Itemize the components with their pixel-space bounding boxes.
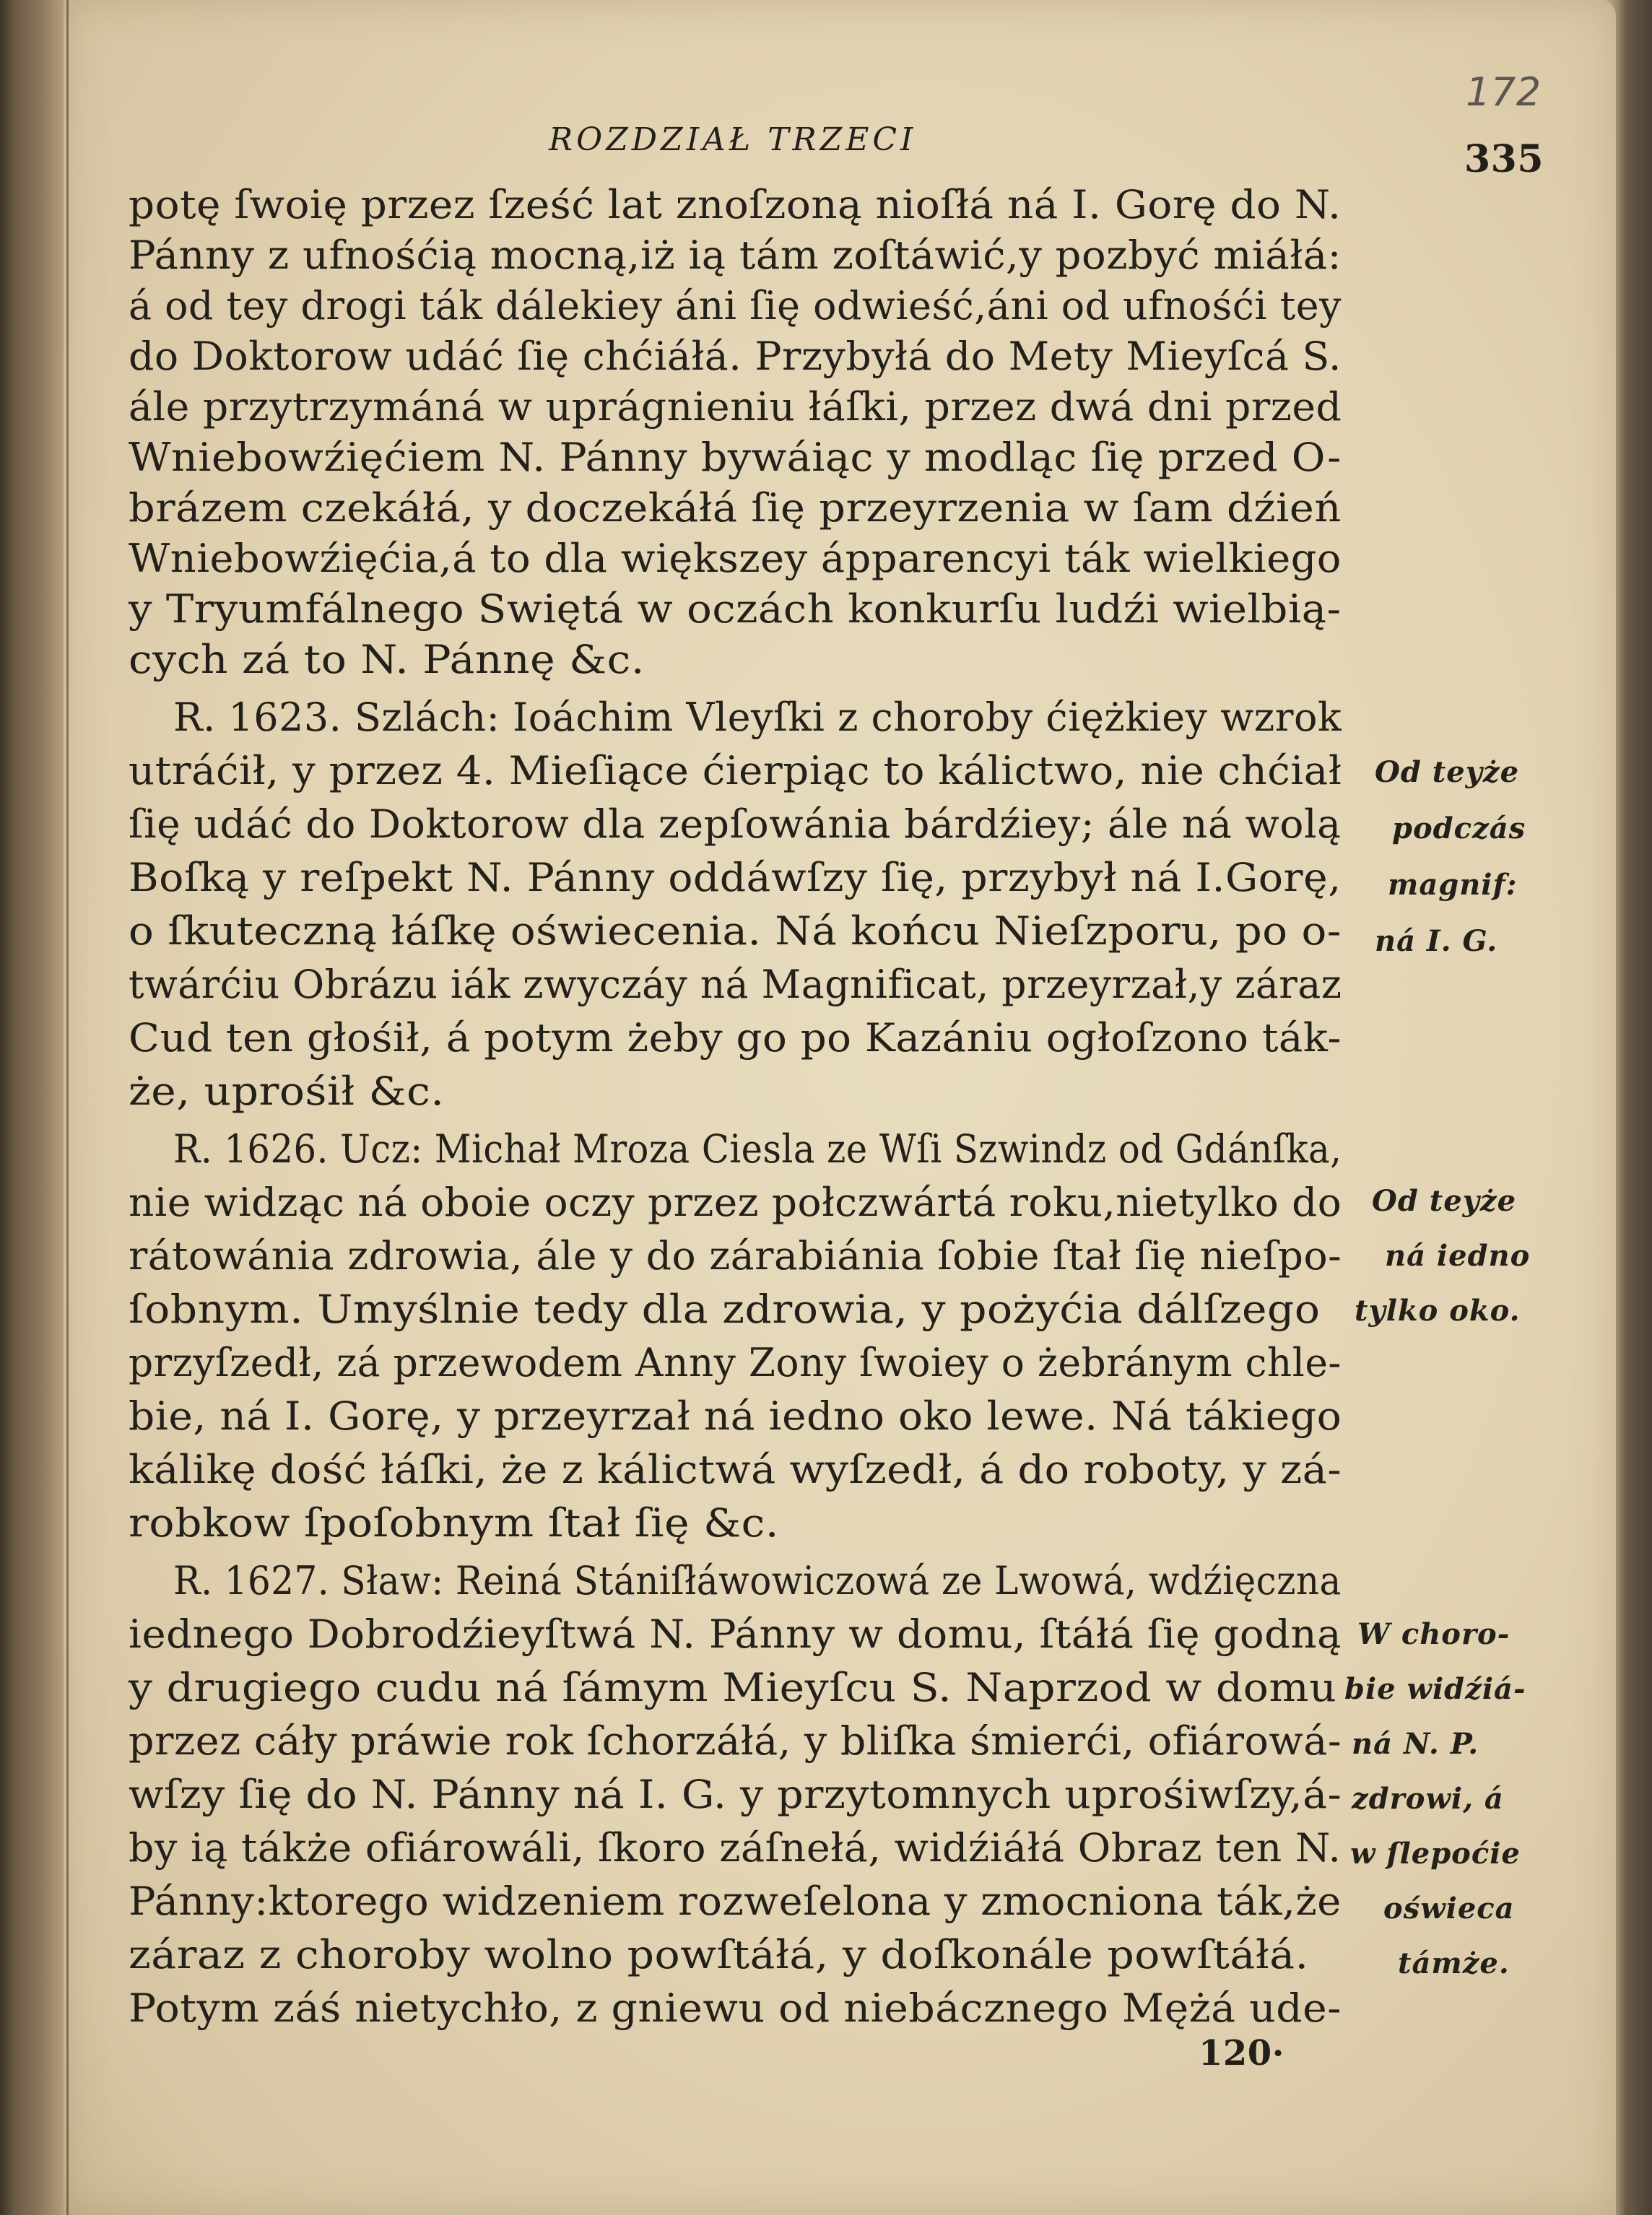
text-line: do Doktorow udáć ſię chćiáłá. Przybyłá do Mety Mieyſcá S. (129, 334, 1342, 379)
page-number: 335 (1464, 137, 1544, 181)
margin-note: w ſlepoćie (1350, 1837, 1521, 1871)
text-line: potę ſwoię przez ſześć lat znoſzoną nioſłá ná I. Gorę do N. (129, 182, 1342, 227)
text-line: twárćiu Obrázu iák zwyczáy ná Magnificat, przeyrzał,y záraz (129, 962, 1342, 1007)
text-line: utráćił, y przez 4. Mieſiące ćierpiąc to kálictwo, nie chćiał (129, 748, 1342, 793)
margin-note: bie widźiá- (1344, 1672, 1526, 1706)
text-line: Pánny:ktorego widzeniem rozweſelona y zmocniona ták,że (129, 1879, 1342, 1924)
text-line: ále przytrzymáná w uprágnieniu łáſki, przez dwá dni przed (129, 384, 1342, 430)
text-line: á od tey drogi ták dálekiey áni ſię odwieść,áni od ufnośći tey (129, 283, 1342, 328)
text-line: o ſkuteczną łáſkę oświecenia. Ná końcu Nieſzporu, po o- (129, 908, 1342, 954)
text-line: záraz z choroby wolno powſtáłá, y doſkonále powſtáłá. (129, 1932, 1309, 1977)
margin-note: tylko oko. (1355, 1294, 1521, 1328)
text-line: przyſzedł, zá przewodem Anny Zony ſwoiey o żebránym chle- (129, 1340, 1342, 1385)
margin-note: oświeca (1383, 1892, 1515, 1925)
text-line: nie widząc ná oboie oczy przez połczwártá roku,nietylko do (129, 1180, 1342, 1225)
text-line: by ią tákże ofiárowáli, ſkoro záſnełá, widźiáłá Obraz ten N. (129, 1825, 1342, 1871)
text-line: Cud ten głośił, á potym żeby go po Kazániu ogłoſzono ták- (129, 1015, 1342, 1061)
text-line: cych zá to N. Pánnę &c. (129, 637, 645, 682)
folio-annotation: 172 (1466, 69, 1542, 115)
text-line: Potym záś nietychło, z gniewu od niebácznego Mężá ude- (129, 1985, 1342, 2031)
text-line: R. 1623. Szlách: Ioáchim Vleyſki z choroby ćiężkiey wzrok (173, 695, 1342, 740)
text-line: ſobnym. Umyślnie tedy dla zdrowia, y pożyćia dálſzego (129, 1287, 1321, 1332)
text-line: robkow ſpoſobnym ſtał ſię &c. (129, 1500, 779, 1546)
margin-note: zdrowi, á (1352, 1782, 1504, 1816)
text-line: y drugiego cudu ná ſámym Mieyſcu S. Naprzod w domu (129, 1665, 1337, 1710)
text-line: Wniebowźięćiem N. Pánny bywáiąc y modląc ſię przed O- (129, 435, 1342, 480)
margin-note: Od teyże (1375, 755, 1520, 789)
text-line: rátowánia zdrowia, ále y do zárabiánia ſobie ſtał ſię nieſpo- (129, 1233, 1342, 1279)
text-line: wſzy ſię do N. Pánny ná I. G. y przytomnych uprośiwſzy,á- (129, 1772, 1342, 1817)
text-line: kálikę dość łáſki, że z kálictwá wyſzedł, á do roboty, y zá- (129, 1447, 1342, 1492)
text-line: iednego Dobrodźieyſtwá N. Pánny w domu, ſtáłá ſię godną (129, 1611, 1342, 1657)
margin-note: W choro- (1357, 1617, 1510, 1651)
text-line: R. 1627. Sław: Reiná Stániſłáwowiczowá ze Lwowá, wdźięczna (173, 1558, 1342, 1603)
text-line: Pánny z ufnośćią mocną,iż ią tám zoſtáwić,y pozbyć miáłá: (129, 232, 1342, 278)
text-line: R. 1626. Ucz: Michał Mroza Ciesla ze Wſi Szwindz od Gdánſka, (173, 1126, 1342, 1172)
margin-note: magnif: (1388, 868, 1518, 902)
text-line: przez cáły práwie rok ſchorzáłá, y bliſka śmierći, ofiárowá- (129, 1718, 1342, 1764)
text-line: Wniebowźięćia,á to dla większey ápparencyi ták wielkiego (129, 536, 1342, 581)
margin-note: Od teyże (1372, 1184, 1517, 1218)
catchword: 120· (1199, 2033, 1284, 2073)
text-line: brázem czekáłá, y doczekáłá ſię przeyrzenia w ſam dźień (129, 485, 1342, 531)
margin-note: ná N. P. (1352, 1727, 1479, 1761)
margin-note: ná iedno (1385, 1239, 1531, 1273)
text-line: bie, ná I. Gorę, y przeyrzał ná iedno oko lewe. Ná tákiego (129, 1393, 1342, 1439)
text-line: że, uprośił &c. (129, 1069, 445, 1114)
text-line: ſię udáć do Doktorow dla zepſowánia bárdźiey; ále ná wolą (129, 801, 1342, 847)
binding-gutter (66, 0, 69, 2215)
text-line: y Tryumfálnego Swiętá w oczách konkurſu ludźi wielbią- (129, 586, 1342, 632)
text-line: Boſką y reſpekt N. Pánny oddáwſzy ſię, przybył ná I.Gorę, (129, 855, 1342, 900)
margin-note: támże. (1398, 1946, 1510, 1980)
margin-note: podczás (1392, 811, 1526, 845)
running-header: ROZDZIAŁ TRZECI (549, 121, 917, 158)
margin-note: ná I. G. (1375, 924, 1498, 958)
